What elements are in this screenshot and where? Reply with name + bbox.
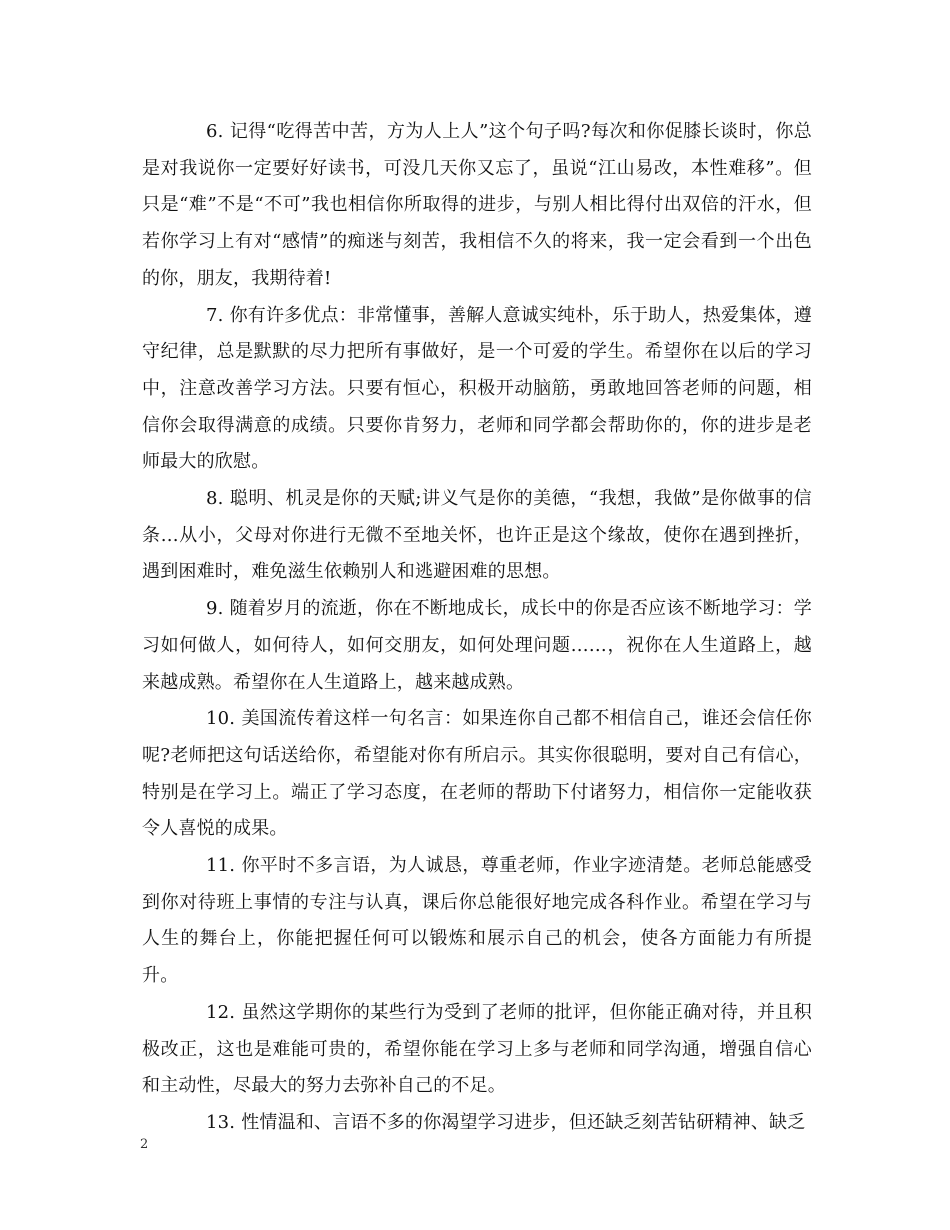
paragraph-number: 13.	[206, 1111, 236, 1133]
paragraph-text: 聪明、机灵是你的天赋;讲义气是你的美德，“我想，我做”是你做事的信条…从小，父母对你进行无微不至地关怀，也许正是这个缘故，使你在遇到挫折，遇到困难时，难免滋生依赖别人和逃避困难的思想。	[142, 488, 812, 583]
paragraph-number: 7.	[206, 304, 224, 326]
paragraph-text: 美国流传着这样一句名言：如果连你自己都不相信自己，谁还会信任你呢?老师把这句话送给你，希望能对你有所启示。其实你很聪明，要对自己有信心，特别是在学习上。端正了学习态度，在老师的帮助下付诸努力，相信你一定能收获令人喜悦的成果。	[142, 708, 812, 840]
paragraph-number: 9.	[206, 598, 224, 620]
paragraph-number: 6.	[206, 121, 224, 142]
paragraph-text: 你平时不多言语，为人诚恳，尊重老师，作业字迹清楚。老师总能感受到你对待班上事情的专注与认真，课后你总能很好地完成各科作业。希望在学习与人生的舞台上，你能把握任何可以锻炼和展示自己的机会，使各方面能力有所提升。	[142, 855, 812, 987]
paragraph-12	[142, 995, 812, 1105]
paragraph-number: 12.	[206, 1001, 236, 1023]
paragraph-13	[142, 1105, 812, 1142]
paragraph-9	[142, 591, 812, 701]
paragraph-7	[142, 298, 812, 482]
paragraph-number: 10.	[206, 708, 236, 730]
paragraph-text: 性情温和、言语不多的你渴望学习进步，但还缺乏刻苦钻研精神、缺乏	[241, 1111, 806, 1133]
paragraph-text: 虽然这学期你的某些行为受到了老师的批评，但你能正确对待，并且积极改正，这也是难能可贵的，希望你能在学习上多与老师和同学沟通，增强自信心和主动性，尽最大的努力去弥补自己的不足。	[142, 1001, 812, 1097]
paragraph-8	[142, 481, 812, 591]
paragraph-text: 你有许多优点：非常懂事，善解人意诚实纯朴，乐于助人，热爱集体，遵守纪律，总是默默的尽力把所有事做好，是一个可爱的学生。希望你在以后的学习中，注意改善学习方法。只要有恒心，积极开动脑筋，勇敢地回答老师的问题，相信你会取得满意的成绩。只要你肯努力，老师和同学都会帮助你的，你的进步是老师最大的欣慰。	[142, 304, 812, 473]
paragraph-number: 8.	[206, 488, 224, 510]
document-body	[142, 114, 812, 1142]
paragraph-6	[142, 114, 812, 298]
paragraph-text: 记得“吃得苦中苦，方为人上人”这个句子吗?每次和你促膝长谈时，你总是对我说你一定要好好读书，可没几天你又忘了，虽说“江山易改，本性难移”。但只是“难”不是“不可”我也相信你所取得的进步，与别人相比得付出双倍的汗水，但若你学习上有对“感情”的痴迷与刻苦，我相信不久的将来，我一定会看到一个出色的你，朋友，我期待着!	[142, 121, 812, 289]
page-number: 2	[140, 1137, 149, 1152]
paragraph-number: 11.	[206, 855, 236, 877]
paragraph-11	[142, 848, 812, 995]
paragraph-text: 随着岁月的流逝，你在不断地成长，成长中的你是否应该不断地学习：学习如何做人，如何待人，如何交朋友，如何处理问题……，祝你在人生道路上，越来越成熟。希望你在人生道路上，越来越成熟。	[142, 598, 812, 693]
paragraph-10	[142, 701, 812, 848]
